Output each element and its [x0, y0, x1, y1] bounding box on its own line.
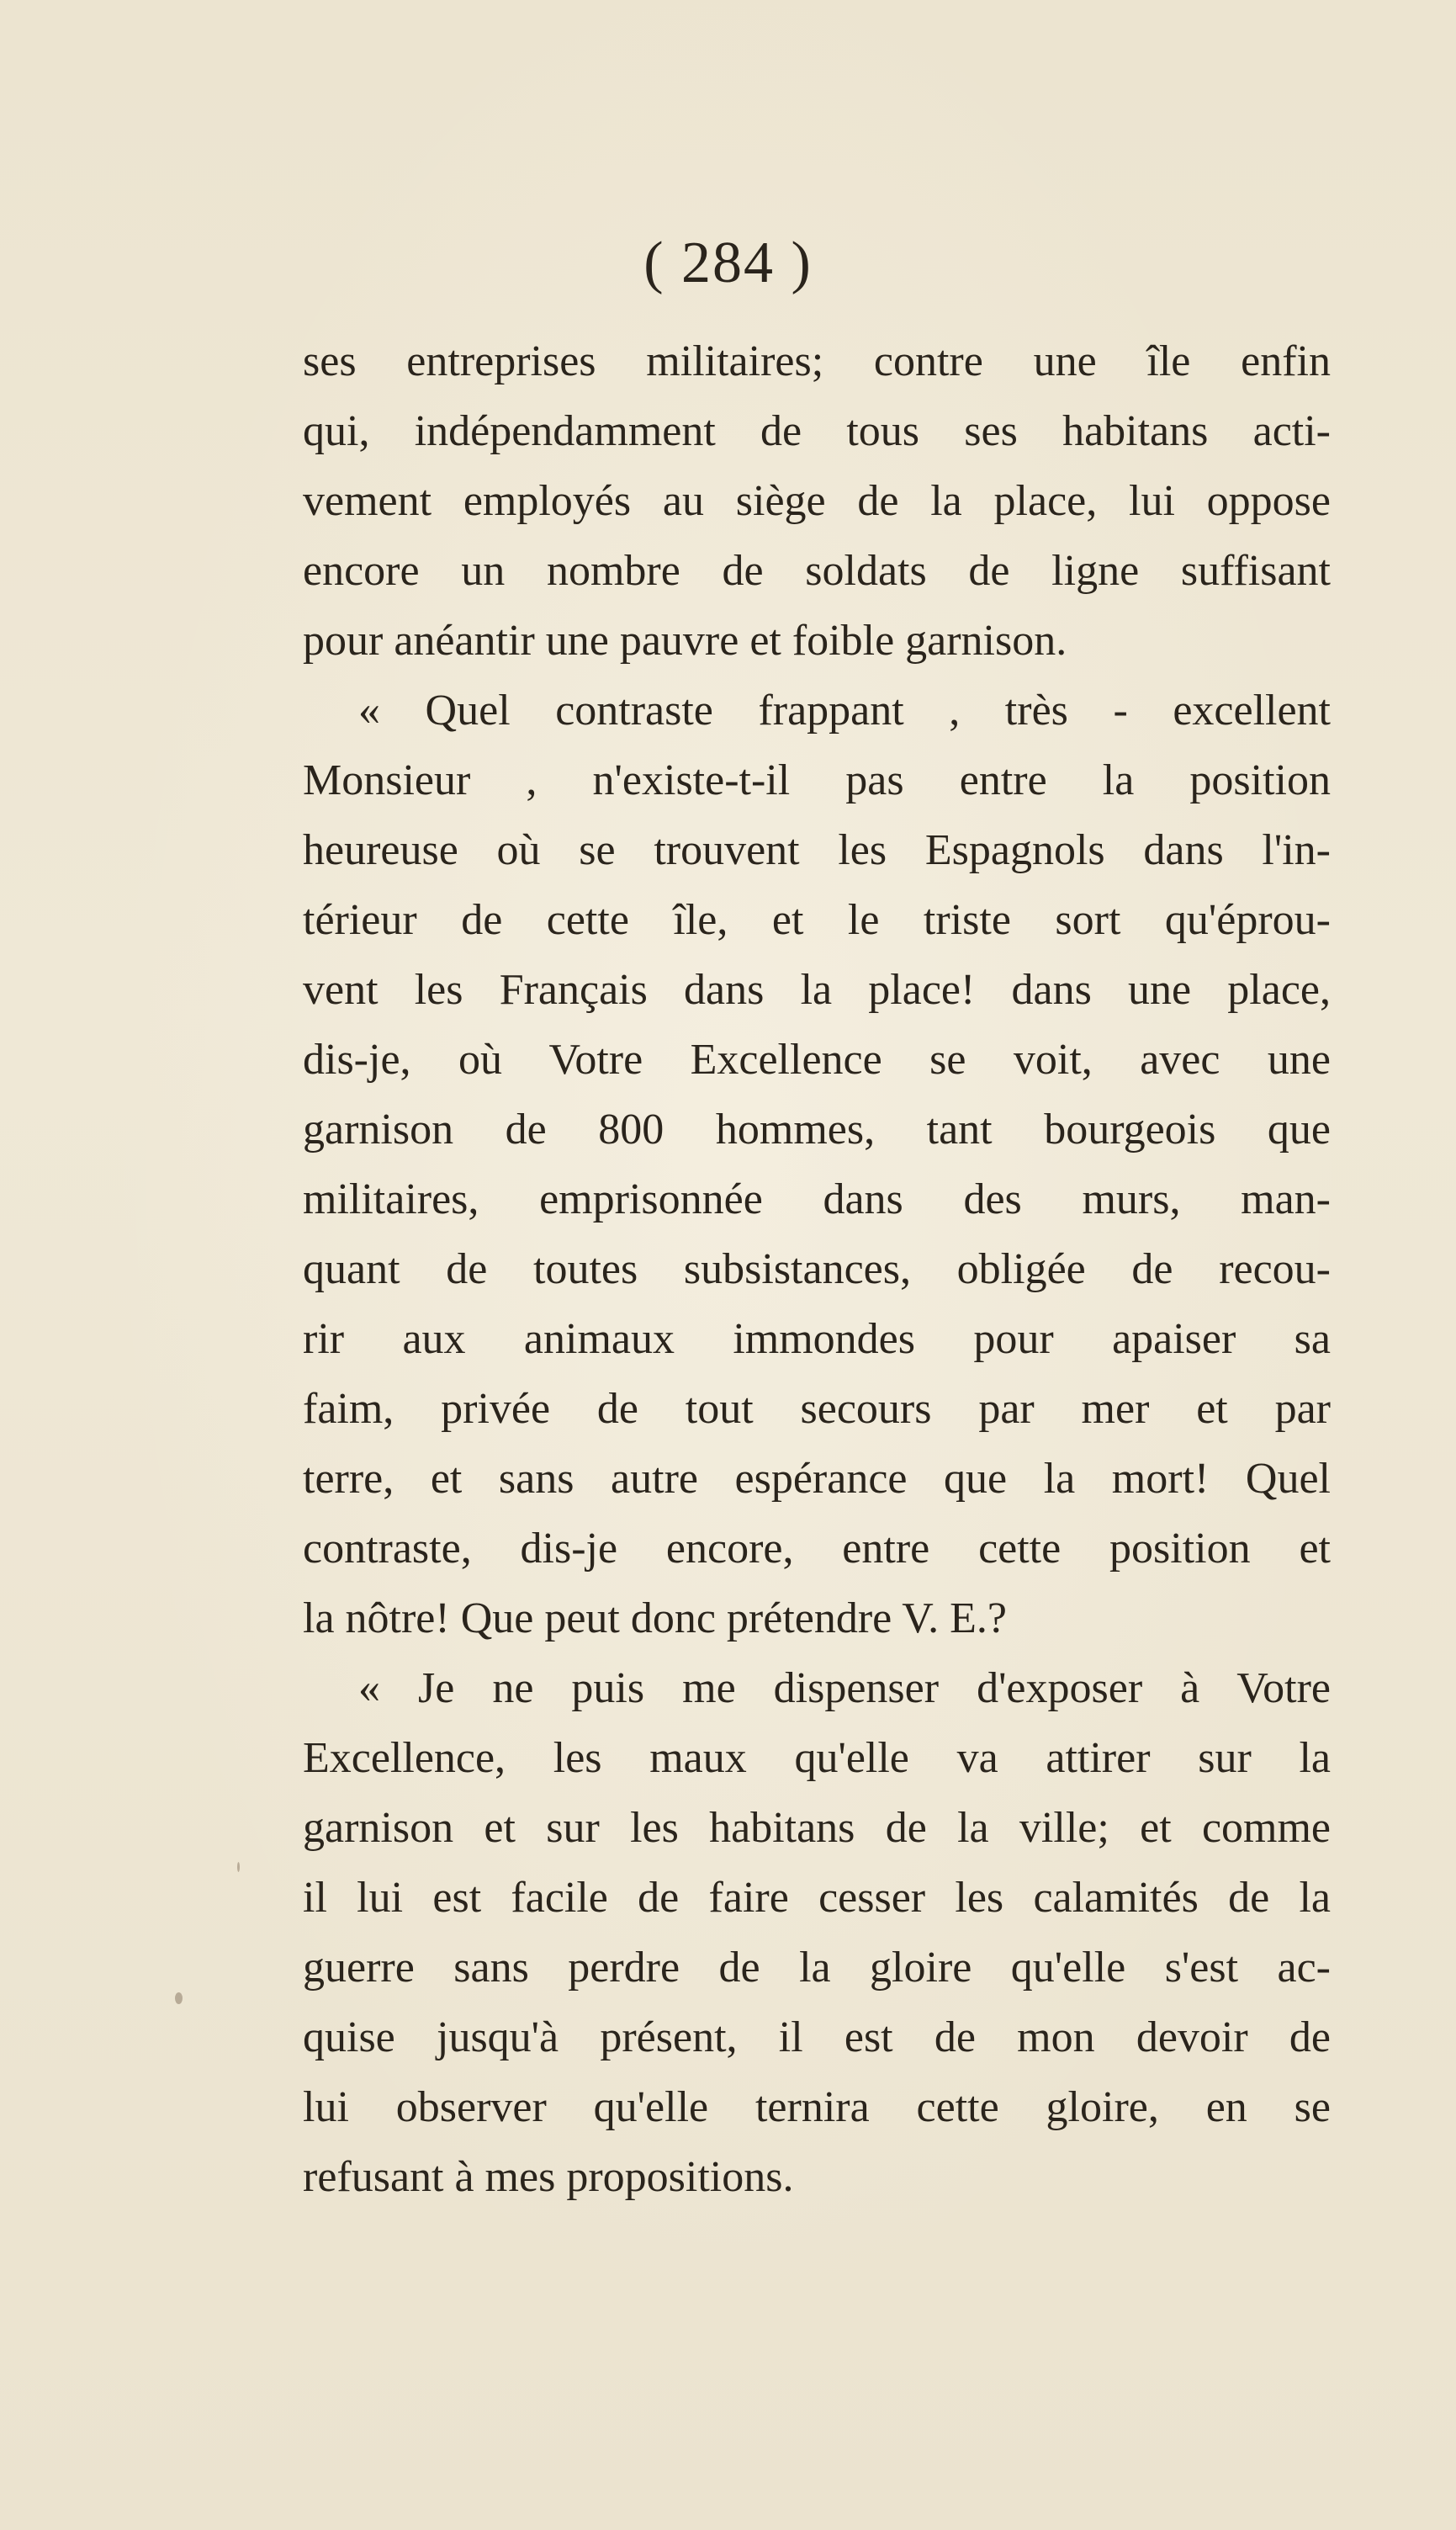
- paper-speck: [237, 1862, 240, 1872]
- text-line: encore un nombre de soldats de ligne suffisant: [303, 547, 1331, 595]
- text-line: térieur de cette île, et le triste sort qu'éprou-: [303, 896, 1331, 944]
- text-line: dis-je, où Votre Excellence se voit, avec une: [303, 1036, 1331, 1084]
- text-line: Monsieur , n'existe-t-il pas entre la position: [303, 756, 1331, 804]
- text-line: rir aux animaux immondes pour apaiser sa: [303, 1315, 1331, 1363]
- text-line: quant de toutes subsistances, obligée de recou-: [303, 1245, 1331, 1293]
- body-text: [303, 326, 1331, 2212]
- paragraph-start-line: « Quel contraste frappant , très - excellent: [358, 687, 1331, 735]
- text-line: il lui est facile de faire cesser les calamités de la: [303, 1874, 1331, 1922]
- text-line: faim, privée de tout secours par mer et par: [303, 1385, 1331, 1433]
- text-line: garnison et sur les habitans de la ville; et comme: [303, 1804, 1331, 1852]
- text-line: militaires, emprisonnée dans des murs, man-: [303, 1175, 1331, 1223]
- text-line: lui observer qu'elle ternira cette gloire, en se: [303, 2083, 1331, 2131]
- text-line: pour anéantir une pauvre et foible garnison.: [303, 617, 1067, 665]
- text-line: vent les Français dans la place! dans une place,: [303, 966, 1331, 1014]
- text-line: garnison de 800 hommes, tant bourgeois que: [303, 1106, 1331, 1154]
- text-line: ses entreprises militaires; contre une île enfin: [303, 337, 1331, 385]
- text-line: contraste, dis-je encore, entre cette position et: [303, 1525, 1331, 1573]
- text-line: terre, et sans autre espérance que la mort! Quel: [303, 1455, 1331, 1503]
- page-number: ( 284 ): [643, 231, 813, 295]
- text-line: qui, indépendamment de tous ses habitans acti-: [303, 407, 1331, 455]
- text-line: guerre sans perdre de la gloire qu'elle s'est ac-: [303, 1944, 1331, 1992]
- text-line: vement employés au siège de la place, lui oppose: [303, 477, 1331, 525]
- text-line: la nôtre! Que peut donc prétendre V. E.?: [303, 1594, 1008, 1642]
- text-line: heureuse où se trouvent les Espagnols dans l'in-: [303, 826, 1331, 874]
- text-line: Excellence, les maux qu'elle va attirer sur la: [303, 1734, 1331, 1782]
- paper-speck: [175, 1992, 183, 2004]
- paragraph-start-line: « Je ne puis me dispenser d'exposer à Votre: [358, 1664, 1331, 1712]
- text-line: quise jusqu'à présent, il est de mon devoir de: [303, 2013, 1331, 2061]
- text-line: refusant à mes propositions.: [303, 2153, 794, 2201]
